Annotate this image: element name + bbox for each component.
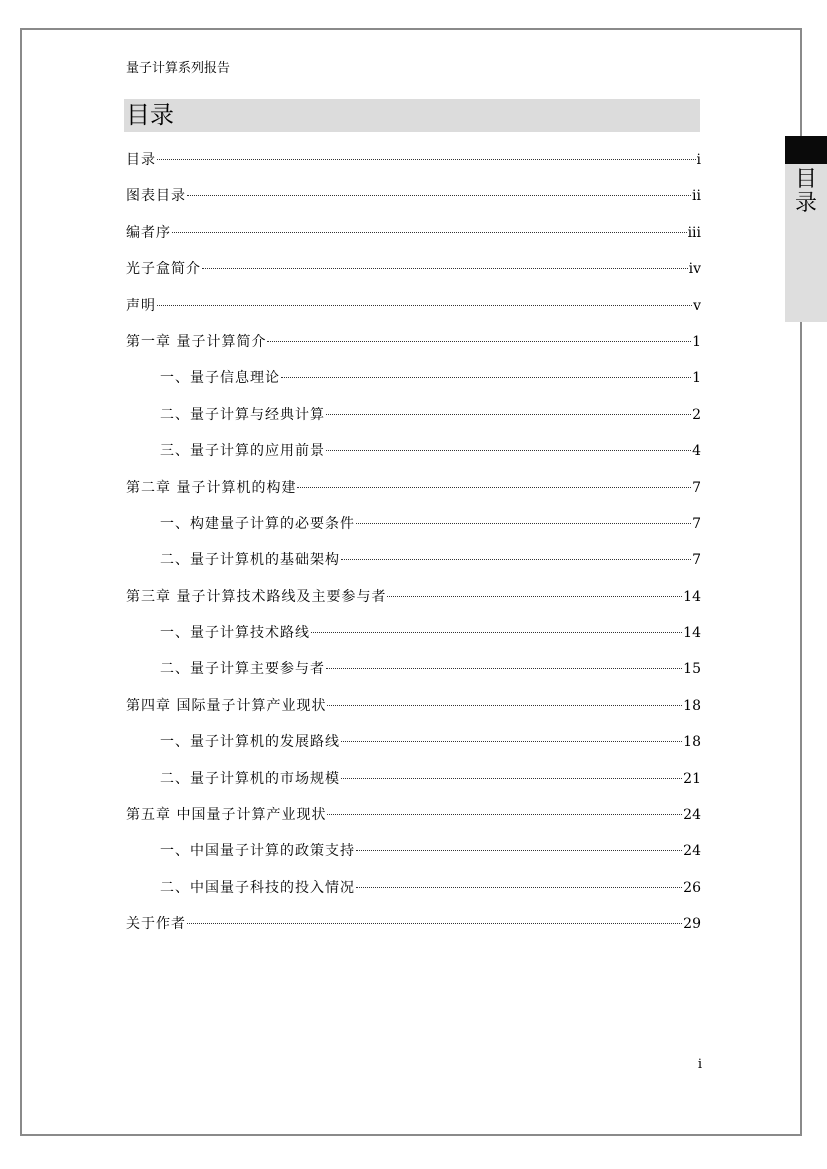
table-of-contents [126, 148, 701, 949]
toc-subentry[interactable] [126, 767, 701, 803]
toc-entry-page: 1 [692, 333, 701, 350]
side-tab [785, 164, 827, 322]
toc-entry-label: 二、量子计算机的基础架构 [160, 552, 340, 569]
toc-dot-leader [202, 268, 688, 269]
toc-entry-page: iv [688, 261, 701, 278]
toc-subentry[interactable] [126, 403, 701, 439]
toc-dot-leader [326, 450, 691, 451]
toc-entry-label: 关于作者 [126, 916, 186, 933]
toc-dot-leader [356, 850, 682, 851]
toc-entry[interactable] [126, 585, 701, 621]
toc-dot-leader [327, 705, 682, 706]
toc-entry-label: 一、量子信息理论 [160, 370, 280, 387]
toc-entry-label: 二、中国量子科技的投入情况 [160, 879, 355, 896]
toc-entry-page: 4 [692, 443, 701, 460]
toc-subentry[interactable] [126, 730, 701, 766]
toc-subentry[interactable] [126, 366, 701, 402]
toc-entry-page: v [693, 297, 701, 314]
toc-heading: 目录 [124, 99, 700, 132]
toc-entry-label: 第三章 量子计算技术路线及主要参与者 [126, 588, 387, 605]
toc-entry-label: 编者序 [126, 224, 171, 241]
toc-entry-page: 7 [692, 479, 701, 496]
toc-dot-leader [341, 778, 682, 779]
toc-entry-label: 二、量子计算机的市场规模 [160, 770, 340, 787]
side-tab-label: 目 录 [794, 167, 817, 216]
toc-entry-page: 26 [683, 879, 701, 896]
toc-entry-page: 18 [683, 734, 701, 751]
page-number: i [697, 1057, 703, 1072]
toc-entry-page: ii [692, 188, 701, 205]
toc-entry-page: 14 [683, 588, 701, 605]
toc-subentry[interactable] [126, 876, 701, 912]
toc-entry-label: 目录 [126, 152, 156, 168]
toc-dot-leader [297, 487, 691, 488]
toc-entry[interactable] [126, 294, 701, 330]
toc-entry-page: 2 [692, 406, 701, 423]
toc-dot-leader [326, 414, 691, 415]
toc-entry-page: 24 [683, 807, 701, 824]
toc-entry-page: 14 [683, 625, 701, 642]
toc-dot-leader [172, 232, 687, 233]
toc-dot-leader [157, 159, 696, 160]
toc-entry-label: 一、量子计算技术路线 [160, 625, 310, 642]
toc-entry-page: iii [687, 224, 701, 241]
toc-entry-label: 一、量子计算机的发展路线 [160, 734, 340, 751]
toc-dot-leader [387, 596, 682, 597]
toc-dot-leader [326, 668, 682, 669]
toc-entry[interactable] [126, 912, 701, 948]
toc-entry[interactable] [126, 476, 701, 512]
toc-dot-leader [327, 814, 682, 815]
toc-entry-label: 第五章 中国量子计算产业现状 [126, 807, 327, 824]
toc-entry-page: 1 [692, 370, 701, 387]
toc-subentry[interactable] [126, 657, 701, 693]
toc-entry-page: 15 [683, 661, 701, 678]
toc-dot-leader [341, 559, 691, 560]
toc-entry-page: 24 [683, 843, 701, 860]
toc-entry[interactable] [126, 221, 701, 257]
toc-entry-label: 光子盒简介 [126, 261, 201, 278]
toc-dot-leader [281, 377, 691, 378]
toc-dot-leader [187, 195, 691, 196]
toc-entry-label: 二、量子计算主要参与者 [160, 661, 325, 678]
toc-subentry[interactable] [126, 621, 701, 657]
toc-dot-leader [356, 523, 691, 524]
toc-dot-leader [356, 887, 682, 888]
toc-entry-label: 三、量子计算的应用前景 [160, 443, 325, 460]
toc-entry-label: 一、构建量子计算的必要条件 [160, 515, 355, 532]
toc-subentry[interactable] [126, 839, 701, 875]
toc-entry-label: 二、量子计算与经典计算 [160, 406, 325, 423]
toc-entry-label: 声明 [126, 297, 156, 314]
toc-entry[interactable] [126, 257, 701, 293]
toc-dot-leader [311, 632, 682, 633]
toc-entry-label: 一、中国量子计算的政策支持 [160, 843, 355, 860]
toc-entry-page: 7 [692, 552, 701, 569]
toc-subentry[interactable] [126, 439, 701, 475]
toc-entry[interactable] [126, 184, 701, 220]
toc-dot-leader [157, 305, 692, 306]
report-series-title: 量子计算系列报告 [126, 61, 231, 76]
toc-entry[interactable] [126, 330, 701, 366]
toc-entry[interactable] [126, 803, 701, 839]
toc-entry[interactable] [126, 694, 701, 730]
toc-entry-page: i [696, 152, 701, 168]
toc-entry-label: 第四章 国际量子计算产业现状 [126, 697, 327, 714]
toc-dot-leader [267, 341, 691, 342]
toc-entry-page: 21 [683, 770, 701, 787]
side-tab-marker [785, 136, 827, 164]
toc-entry-page: 18 [683, 697, 701, 714]
toc-entry-page: 29 [683, 916, 701, 933]
toc-dot-leader [341, 741, 682, 742]
toc-subentry[interactable] [126, 512, 701, 548]
toc-subentry[interactable] [126, 548, 701, 584]
toc-entry-label: 第二章 量子计算机的构建 [126, 479, 297, 496]
toc-entry-label: 图表目录 [126, 188, 186, 205]
toc-entry-page: 7 [692, 515, 701, 532]
toc-entry-label: 第一章 量子计算简介 [126, 333, 267, 350]
toc-dot-leader [187, 923, 682, 924]
toc-entry[interactable] [126, 148, 701, 184]
